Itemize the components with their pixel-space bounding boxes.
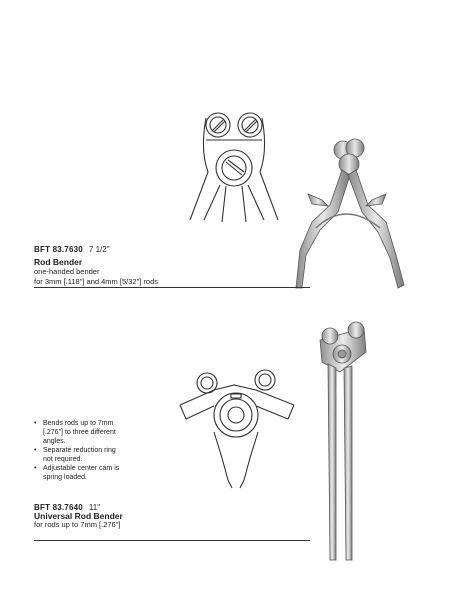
feature-list xyxy=(34,419,144,482)
bullet-icon: • xyxy=(34,447,37,454)
feature-text: [.276"] to three different xyxy=(43,429,116,436)
feature-item xyxy=(34,446,144,464)
bullet-icon: • xyxy=(34,465,37,472)
bullet-icon: • xyxy=(34,420,37,427)
product-code: BFT 83.7640 xyxy=(34,503,83,512)
feature-text: spring loaded. xyxy=(43,474,87,481)
feature-text: Adjustable center cam is xyxy=(43,465,120,472)
section-divider xyxy=(34,540,310,541)
product-size: 11" xyxy=(88,503,101,512)
product-title: Universal Rod Bender xyxy=(34,511,123,521)
feature-text: not required. xyxy=(43,456,83,463)
description-line: one-handed bender xyxy=(34,267,100,276)
feature-item xyxy=(34,419,144,446)
description-line: for rods up to 7mm [.276"] xyxy=(34,520,121,529)
description-line: for 3mm [.118"] and 4mm [5/32"] rods xyxy=(34,276,158,286)
feature-text: angles. xyxy=(43,438,66,445)
product-description xyxy=(34,520,120,530)
feature-item xyxy=(34,464,144,482)
feature-text: Separate reduction ring xyxy=(43,447,116,454)
product-size: 7 1/2" xyxy=(88,245,110,254)
product-title: Rod Bender xyxy=(34,257,83,267)
feature-text: Bends rods up to 7mm xyxy=(43,420,114,427)
product-code: BFT 83.7630 xyxy=(34,245,83,254)
